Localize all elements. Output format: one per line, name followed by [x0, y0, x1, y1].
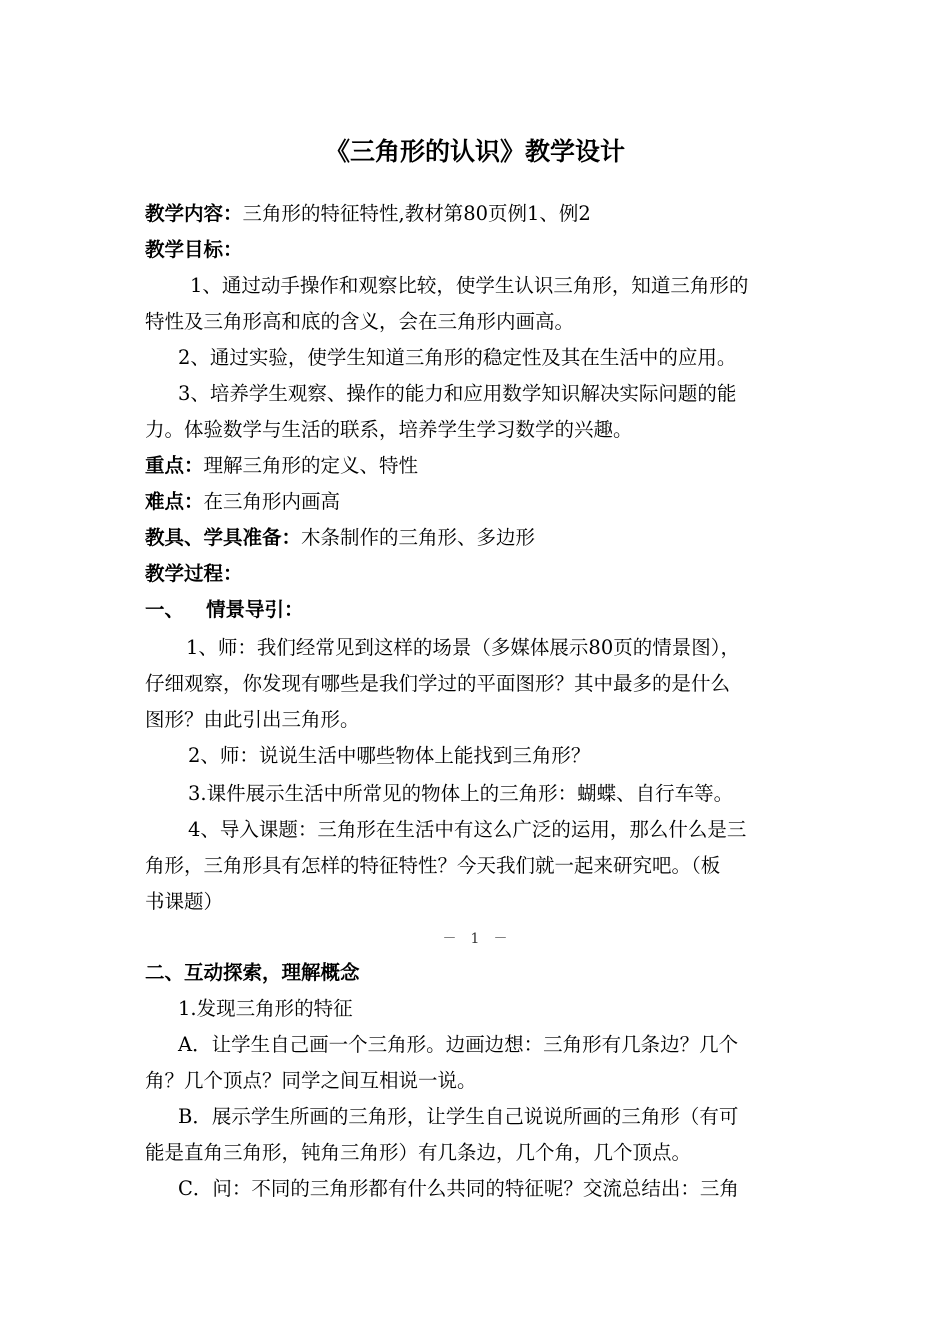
- s2-para-c-line1: C．问：不同的三角形都有什么共同的特征呢？交流总结出：三角: [178, 1177, 739, 1200]
- page-number: － 1 －: [442, 931, 508, 947]
- tools-line: [145, 520, 815, 556]
- section2-heading: 二、互动探索，理解概念: [145, 961, 360, 984]
- content-label: 教学内容：: [145, 202, 243, 225]
- section1-title: 情景导引：: [206, 598, 304, 621]
- s1-para4-line3: 书课题）: [145, 890, 224, 913]
- key-text: 理解三角形的定义、特性: [203, 454, 419, 477]
- s2-para-b-line2: 能是直角三角形，钝角三角形）有几条边，几个角，几个顶点。: [145, 1141, 692, 1164]
- s2-para-a-line2: 角？几个顶点？同学之间互相说一说。: [145, 1069, 477, 1092]
- section1-heading: [145, 592, 815, 628]
- s1-para1-line1: 1、师：我们经常见到这样的场景（多媒体展示80页的情景图），: [186, 636, 740, 659]
- tools-label: 教具、学具准备：: [145, 526, 302, 549]
- goal2: 2、通过实验，使学生知道三角形的稳定性及其在生活中的应用。: [178, 346, 737, 369]
- s1-para4-line1: 4、导入课题：三角形在生活中有这么广泛的运用，那么什么是三: [188, 818, 747, 841]
- content-text: 三角形的特征特性,教材第80页例1、例2: [242, 202, 591, 225]
- process-label: 教学过程：: [145, 562, 243, 585]
- tools-text: 木条制作的三角形、多边形: [301, 526, 536, 549]
- s2-para-b-line1: B．展示学生所画的三角形，让学生自己说说所画的三角形（有可: [178, 1105, 739, 1128]
- goal1-line2: 特性及三角形高和底的含义，会在三角形内画高。: [145, 310, 575, 333]
- difficulty-text: 在三角形内画高: [203, 490, 341, 513]
- difficulty-label: 难点：: [145, 490, 204, 513]
- s1-para3: 3.课件展示生活中所常见的物体上的三角形：蝴蝶、自行车等。: [188, 782, 734, 805]
- content-line: [145, 196, 815, 232]
- s1-para1-line2: 仔细观察，你发现有哪些是我们学过的平面图形？其中最多的是什么: [145, 672, 731, 695]
- difficulty-line: [145, 484, 815, 520]
- key-label: 重点：: [145, 454, 204, 477]
- s1-para4-line2: 角形，三角形具有怎样的特征特性？今天我们就一起来研究吧。（板: [145, 854, 721, 877]
- goal3-line2: 力。体验数学与生活的联系，培养学生学习数学的兴趣。: [145, 418, 633, 441]
- section1-number: 一、: [145, 598, 185, 621]
- goals-label: 教学目标：: [145, 238, 243, 261]
- s1-para2: 2、师：说说生活中哪些物体上能找到三角形？: [188, 744, 591, 767]
- key-line: [145, 448, 815, 484]
- document-title: 《三角形的认识》教学设计: [324, 137, 625, 166]
- s1-para1-line3: 图形？由此引出三角形。: [145, 708, 360, 731]
- s2-para-a-line1: A．让学生自己画一个三角形。边画边想：三角形有几条边？几个: [178, 1033, 739, 1056]
- goal3-line1: 3、培养学生观察、操作的能力和应用数学知识解决实际问题的能: [178, 382, 737, 405]
- goal1-line1: 1、通过动手操作和观察比较，使学生认识三角形，知道三角形的: [190, 274, 749, 297]
- s2-para1: 1.发现三角形的特征: [178, 997, 353, 1020]
